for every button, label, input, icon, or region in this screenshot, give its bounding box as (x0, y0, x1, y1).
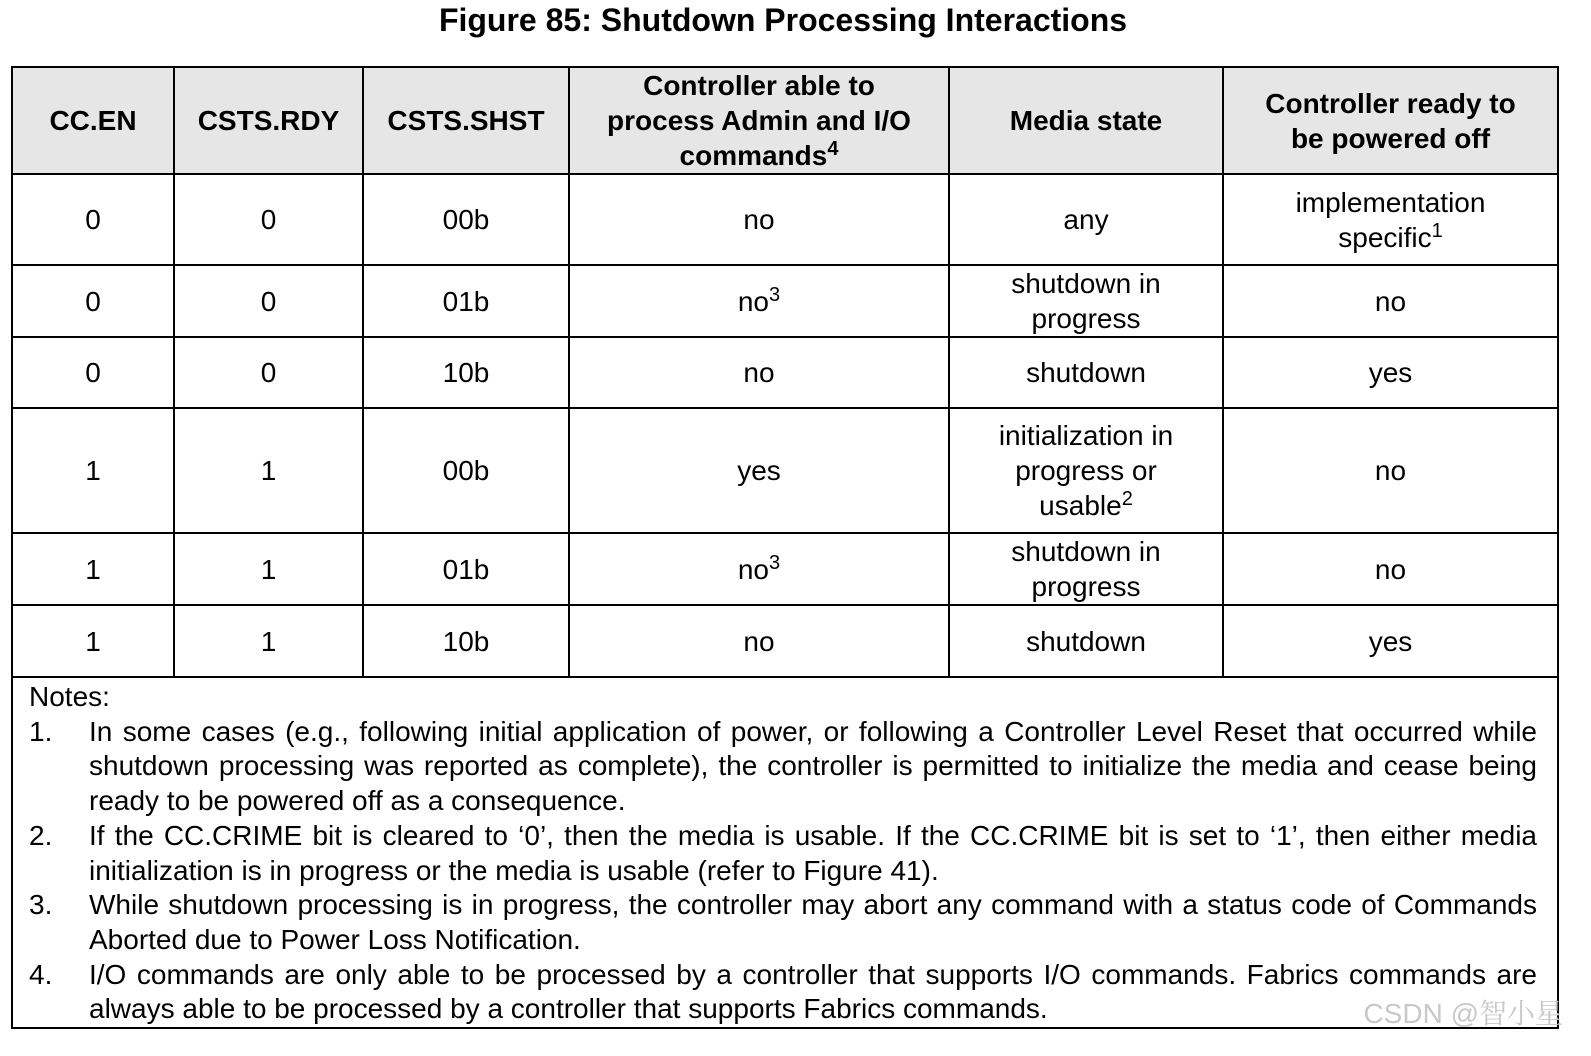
table-cell (363, 337, 569, 408)
note-number: 2. (29, 819, 53, 851)
cell-text: CSTS.SHST (387, 105, 545, 136)
cell-text: 1 (85, 553, 101, 585)
notes-cell (12, 677, 1558, 1028)
cell-text: shutdown (1026, 625, 1146, 657)
note-item (29, 888, 1537, 957)
footnote-ref: 4 (827, 138, 839, 160)
cell-text: Controller able to process Admin and I/O commands (607, 70, 911, 171)
cell-text: 0 (260, 285, 277, 317)
table-cell (949, 408, 1223, 533)
column-header (12, 67, 174, 174)
shutdown-table (11, 66, 1559, 1029)
cell-text: CC.EN (49, 105, 137, 136)
column-header (363, 67, 569, 174)
cell-text: no (737, 285, 770, 317)
cell-text: 0 (260, 204, 277, 235)
cell-text: no (1374, 455, 1407, 486)
note-number: 1. (29, 715, 53, 747)
cell-text: 1 (260, 625, 277, 657)
cell-text: 10b (442, 357, 490, 388)
table-cell (569, 533, 949, 605)
cell-text: 01b (442, 553, 490, 585)
cell-text: yes (1368, 625, 1413, 657)
table-cell (12, 605, 174, 677)
table-cell (174, 533, 363, 605)
table-cell (174, 337, 363, 408)
cell-text: no (743, 625, 775, 657)
cell-text: 0 (85, 204, 101, 235)
table-cell (569, 265, 949, 337)
footnote-ref: 3 (769, 283, 781, 306)
table-cell (12, 408, 174, 533)
notes-row (12, 677, 1558, 1028)
cell-text: no (737, 553, 770, 585)
note-item (29, 958, 1537, 1027)
table-cell (174, 174, 363, 265)
note-number: 4. (29, 958, 53, 990)
note-text: While shutdown processing is in progress, the controller may abort any command with a status code of Commands Aborted due to Power Loss Notification. (89, 889, 1537, 955)
cell-text: no (743, 357, 775, 388)
table-cell (363, 174, 569, 265)
table-row (12, 605, 1558, 677)
table-cell (1223, 408, 1558, 533)
table-cell (12, 533, 174, 605)
cell-text: 0 (85, 357, 101, 388)
note-text: If the CC.CRIME bit is cleared to ‘0’, then the media is usable. If the CC.CRIME bit is set to ‘1’, then either media initialization is in progress or the media is usable (refer to Figure 41). (89, 819, 1537, 886)
table-cell (949, 265, 1223, 337)
cell-text: 1 (260, 553, 277, 585)
table-cell (12, 265, 174, 337)
table-cell (569, 605, 949, 677)
cell-text: initialization in progress or usable (998, 420, 1174, 521)
cell-text: shutdown (1026, 357, 1146, 388)
table-cell (363, 605, 569, 677)
table-cell (569, 337, 949, 408)
cell-text: Controller ready to be powered off (1265, 87, 1516, 154)
column-header (1223, 67, 1558, 174)
table-cell (949, 174, 1223, 265)
cell-text: 1 (260, 455, 277, 486)
column-header (174, 67, 363, 174)
figure-title: Figure 85: Shutdown Processing Interactions (438, 2, 1128, 38)
table-cell (1223, 174, 1558, 265)
column-header (949, 67, 1223, 174)
table-row (12, 408, 1558, 533)
note-text: I/O commands are only able to be processed by a controller that supports I/O commands. Fabrics commands are always able to be processed by a controller that supports Fabrics commands. (89, 958, 1537, 1025)
cell-text: implementation specific (1295, 186, 1486, 253)
table-cell (1223, 533, 1558, 605)
table-cell (363, 408, 569, 533)
cell-text: 1 (85, 625, 101, 657)
table-row (12, 174, 1558, 265)
cell-text: no (743, 204, 775, 235)
table-cell (1223, 605, 1558, 677)
footnote-ref: 3 (769, 551, 781, 574)
table-cell (174, 408, 363, 533)
table-cell (12, 174, 174, 265)
table-cell (569, 174, 949, 265)
table-cell (949, 337, 1223, 408)
cell-text: 0 (85, 285, 101, 317)
table-row (12, 533, 1558, 605)
table-cell (949, 533, 1223, 605)
note-item (29, 715, 1537, 819)
cell-text: 01b (442, 285, 490, 317)
table-cell (949, 605, 1223, 677)
note-number: 3. (29, 889, 53, 921)
cell-text: any (1063, 204, 1109, 235)
cell-text: 00b (442, 455, 490, 486)
watermark: CSDN @智小星 (1363, 998, 1563, 1029)
table-row (12, 265, 1558, 337)
footnote-ref: 1 (1431, 219, 1443, 242)
table-cell (1223, 265, 1558, 337)
table-cell (569, 408, 949, 533)
cell-text: shutdown in progress (1011, 268, 1161, 334)
table-cell (363, 265, 569, 337)
table-cell (1223, 337, 1558, 408)
cell-text: no (1374, 553, 1407, 585)
header-row (12, 67, 1558, 174)
cell-text: yes (1368, 357, 1413, 388)
cell-text: 0 (260, 357, 277, 388)
cell-text: Media state (1009, 105, 1163, 136)
cell-text: 00b (442, 204, 490, 235)
table-row (12, 337, 1558, 408)
table-cell (363, 533, 569, 605)
cell-text: shutdown in progress (1011, 536, 1161, 602)
note-text: In some cases (e.g., following initial application of power, or following a Controller Level Reset that occurred while shutdown processing was reported as complete), the controller is permitted to initialize the media and cease being ready to be powered off as a consequence. (89, 715, 1537, 817)
table-cell (12, 337, 174, 408)
table-cell (174, 605, 363, 677)
notes-heading: Notes: (29, 681, 110, 712)
cell-text: CSTS.RDY (197, 105, 340, 136)
cell-text: 10b (442, 625, 490, 657)
cell-text: 1 (85, 455, 101, 486)
column-header (569, 67, 949, 174)
cell-text: no (1374, 285, 1407, 317)
table-cell (174, 265, 363, 337)
footnote-ref: 2 (1121, 488, 1133, 510)
cell-text: yes (737, 455, 781, 486)
note-item (29, 819, 1537, 888)
